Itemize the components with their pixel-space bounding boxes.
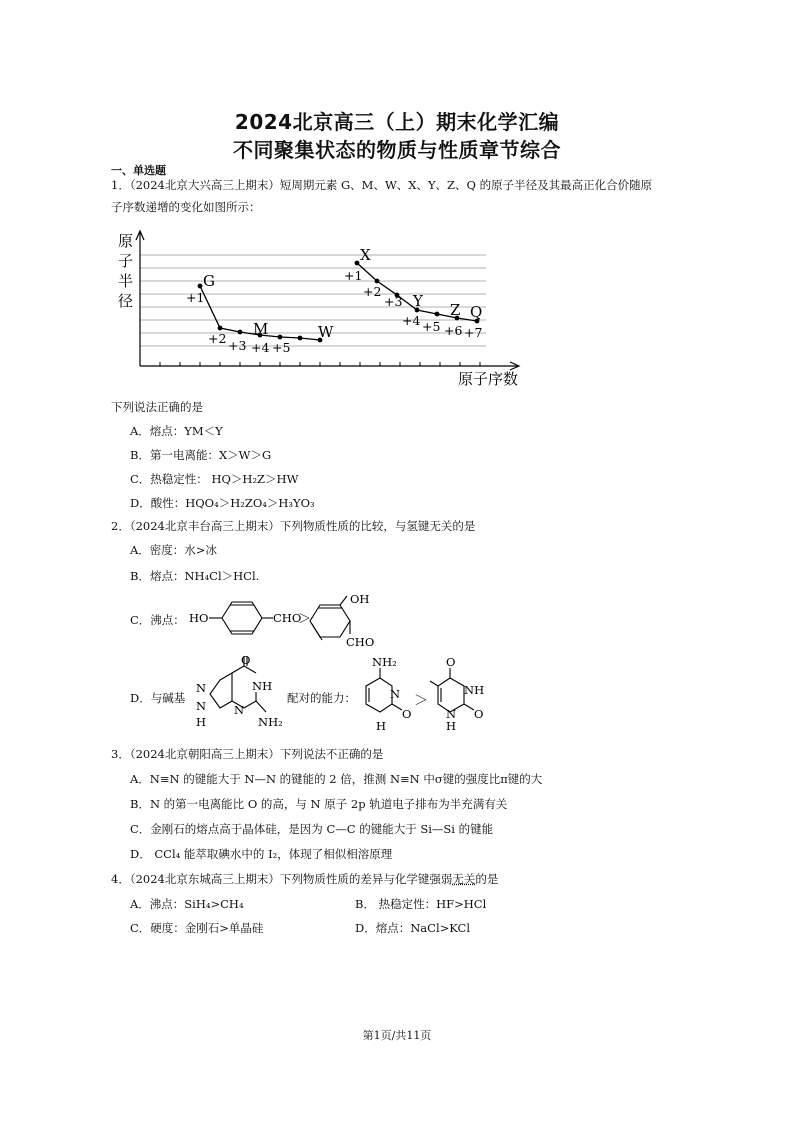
q2-option-c-structures <box>185 594 385 648</box>
valence-G: +1 <box>186 290 205 305</box>
q2-option-d-label: D．与碱基 <box>130 691 186 705</box>
cytosine-structure <box>352 654 412 734</box>
y-axis-label-char-2: 子 <box>118 252 134 270</box>
q4-option-d: D．熔点：NaCl>KCl <box>355 921 471 935</box>
q1-option-d: D．酸性：HQO₄＞H₂ZO₄＞H₃YO₃ <box>130 496 315 510</box>
atom-NH: NH <box>464 683 485 697</box>
atom-N2: N <box>196 699 207 713</box>
q3-option-d: D． CCl₄ 能萃取碘水中的 I₂，体现了相似相溶原理 <box>130 847 393 861</box>
atom-NH2: NH₂ <box>372 655 397 669</box>
q4-stem-main: 4．（2024北京东城高三上期末）下列物质性质的差异与化学键强弱 <box>111 872 453 886</box>
benzene-ring-ortho <box>310 605 350 637</box>
y-axis-label-char-3: 半 <box>118 272 134 290</box>
q1-radius-chart <box>100 222 540 390</box>
q1-option-b: B．第一电离能：X＞W＞G <box>130 448 272 462</box>
atom-O: O <box>241 654 251 667</box>
point-p3-5 <box>435 312 440 317</box>
q4-stem-emphasis: 无关 <box>452 872 476 886</box>
q4-stem-end: 的是 <box>475 872 499 886</box>
label-HO: HO <box>189 611 209 625</box>
atom-H: H <box>196 715 207 729</box>
page-title-line1: 2024北京高三（上）期末化学汇编 <box>234 110 560 134</box>
atom-N3: N <box>234 703 245 717</box>
label-OH: OH <box>350 594 370 606</box>
q2-option-d-mid: 配对的能力： <box>287 691 356 705</box>
valence-p2-5: +5 <box>272 340 291 355</box>
valence-Z: +6 <box>444 323 463 338</box>
label-W: W <box>318 323 334 341</box>
q1-stem-line1: 1．（2024北京大兴高三上期末）短周期元素 G、M、W、X、Y、Z、Q 的原子半径及其最高正化合价随原 <box>111 178 653 192</box>
q4-option-c: C．硬度：金刚石>单晶硅 <box>130 921 264 935</box>
q2-option-d-gt: ＞ <box>414 693 428 709</box>
q3-option-b: B．N 的第一电离能比 O 的高，与 N 原子 2p 轨道电子排布为半充满有关 <box>130 797 508 811</box>
atom-NH2: NH₂ <box>258 715 283 729</box>
q4-option-a: A．沸点：SiH₄>CH₄ <box>130 897 244 911</box>
q3-option-c: C．金刚石的熔点高于晶体硅，是因为 C—C 的键能大于 Si—Si 的键能 <box>130 822 494 836</box>
page-number: 第1页/共11页 <box>362 1029 432 1042</box>
greater-than: ＞ <box>298 612 312 627</box>
atom-N1: N <box>196 681 207 695</box>
atom-H: H <box>376 719 387 733</box>
page-title-line2: 不同聚集状态的物质与性质章节综合 <box>233 138 561 162</box>
point-p2-2 <box>218 326 223 331</box>
atom-O2: O <box>474 707 484 721</box>
label-CHO: CHO <box>273 611 302 625</box>
q1-stem-line2: 子序数递增的变化如图所示： <box>111 200 261 214</box>
valence-p3-3: +3 <box>384 294 403 309</box>
point-p2-5 <box>278 335 283 340</box>
label-Q: Q <box>470 303 483 321</box>
valence-M: +4 <box>251 340 270 355</box>
atom-H: H <box>446 719 457 733</box>
valence-p2-3: +3 <box>228 338 247 353</box>
atom-NH: NH <box>252 679 273 693</box>
q3-option-a: A．N≡N 的键能大于 N—N 的键能的 2 倍，推测 N≡N 中σ键的强度比π键的大 <box>130 772 543 786</box>
benzene-ring-para <box>222 602 262 634</box>
q3-stem: 3．（2024北京朝阳高三上期末）下列说法不正确的是 <box>111 747 384 761</box>
section-heading-single-choice: 一、单选题 <box>111 164 166 177</box>
q4-stem <box>111 870 498 889</box>
q2-option-a: A．密度：水>冰 <box>130 543 217 557</box>
valence-Y: +4 <box>402 313 421 328</box>
guanine-structure <box>188 654 288 734</box>
label-CHO-ortho: CHO <box>346 635 375 648</box>
q2-stem: 2．（2024北京丰台高三上期末）下列物质性质的比较，与氢键无关的是 <box>111 519 476 533</box>
y-axis-label-char-1: 原 <box>118 232 134 250</box>
point-p2-6 <box>298 336 303 341</box>
thymine-structure <box>428 654 488 734</box>
atom-O: O <box>402 707 412 721</box>
valence-Q: +7 <box>464 325 483 340</box>
x-axis-label: 原子序数 <box>458 370 519 388</box>
valence-p3-2: +2 <box>363 284 382 299</box>
atom-O1: O <box>446 655 456 669</box>
point-p2-3 <box>238 330 243 335</box>
label-Y: Y <box>413 292 423 310</box>
label-X: X <box>360 246 371 264</box>
q1-option-a: A．熔点：YM＜Y <box>130 424 223 438</box>
q1-option-c: C．热稳定性： HQ＞H₂Z＞HW <box>130 472 299 486</box>
valence-X: +1 <box>344 268 363 283</box>
label-Z: Z <box>450 301 461 319</box>
valence-p3-5: +5 <box>422 319 441 334</box>
point-X <box>355 261 360 266</box>
atom-N: N <box>446 707 457 721</box>
valence-p2-2: +2 <box>208 331 227 346</box>
q2-option-b: B．熔点：NH₄Cl＞HCl. <box>130 569 260 583</box>
label-M: M <box>253 320 269 338</box>
q2-option-c-label: C．沸点： <box>130 613 185 627</box>
label-G: G <box>203 272 215 290</box>
atom-N: N <box>390 687 401 701</box>
q4-option-b: B． 热稳定性：HF>HCl <box>355 897 487 911</box>
point-G <box>198 284 203 289</box>
y-axis-label-char-4: 径 <box>118 292 134 310</box>
q1-prompt: 下列说法正确的是 <box>111 400 203 414</box>
point-p3-2 <box>375 279 380 284</box>
